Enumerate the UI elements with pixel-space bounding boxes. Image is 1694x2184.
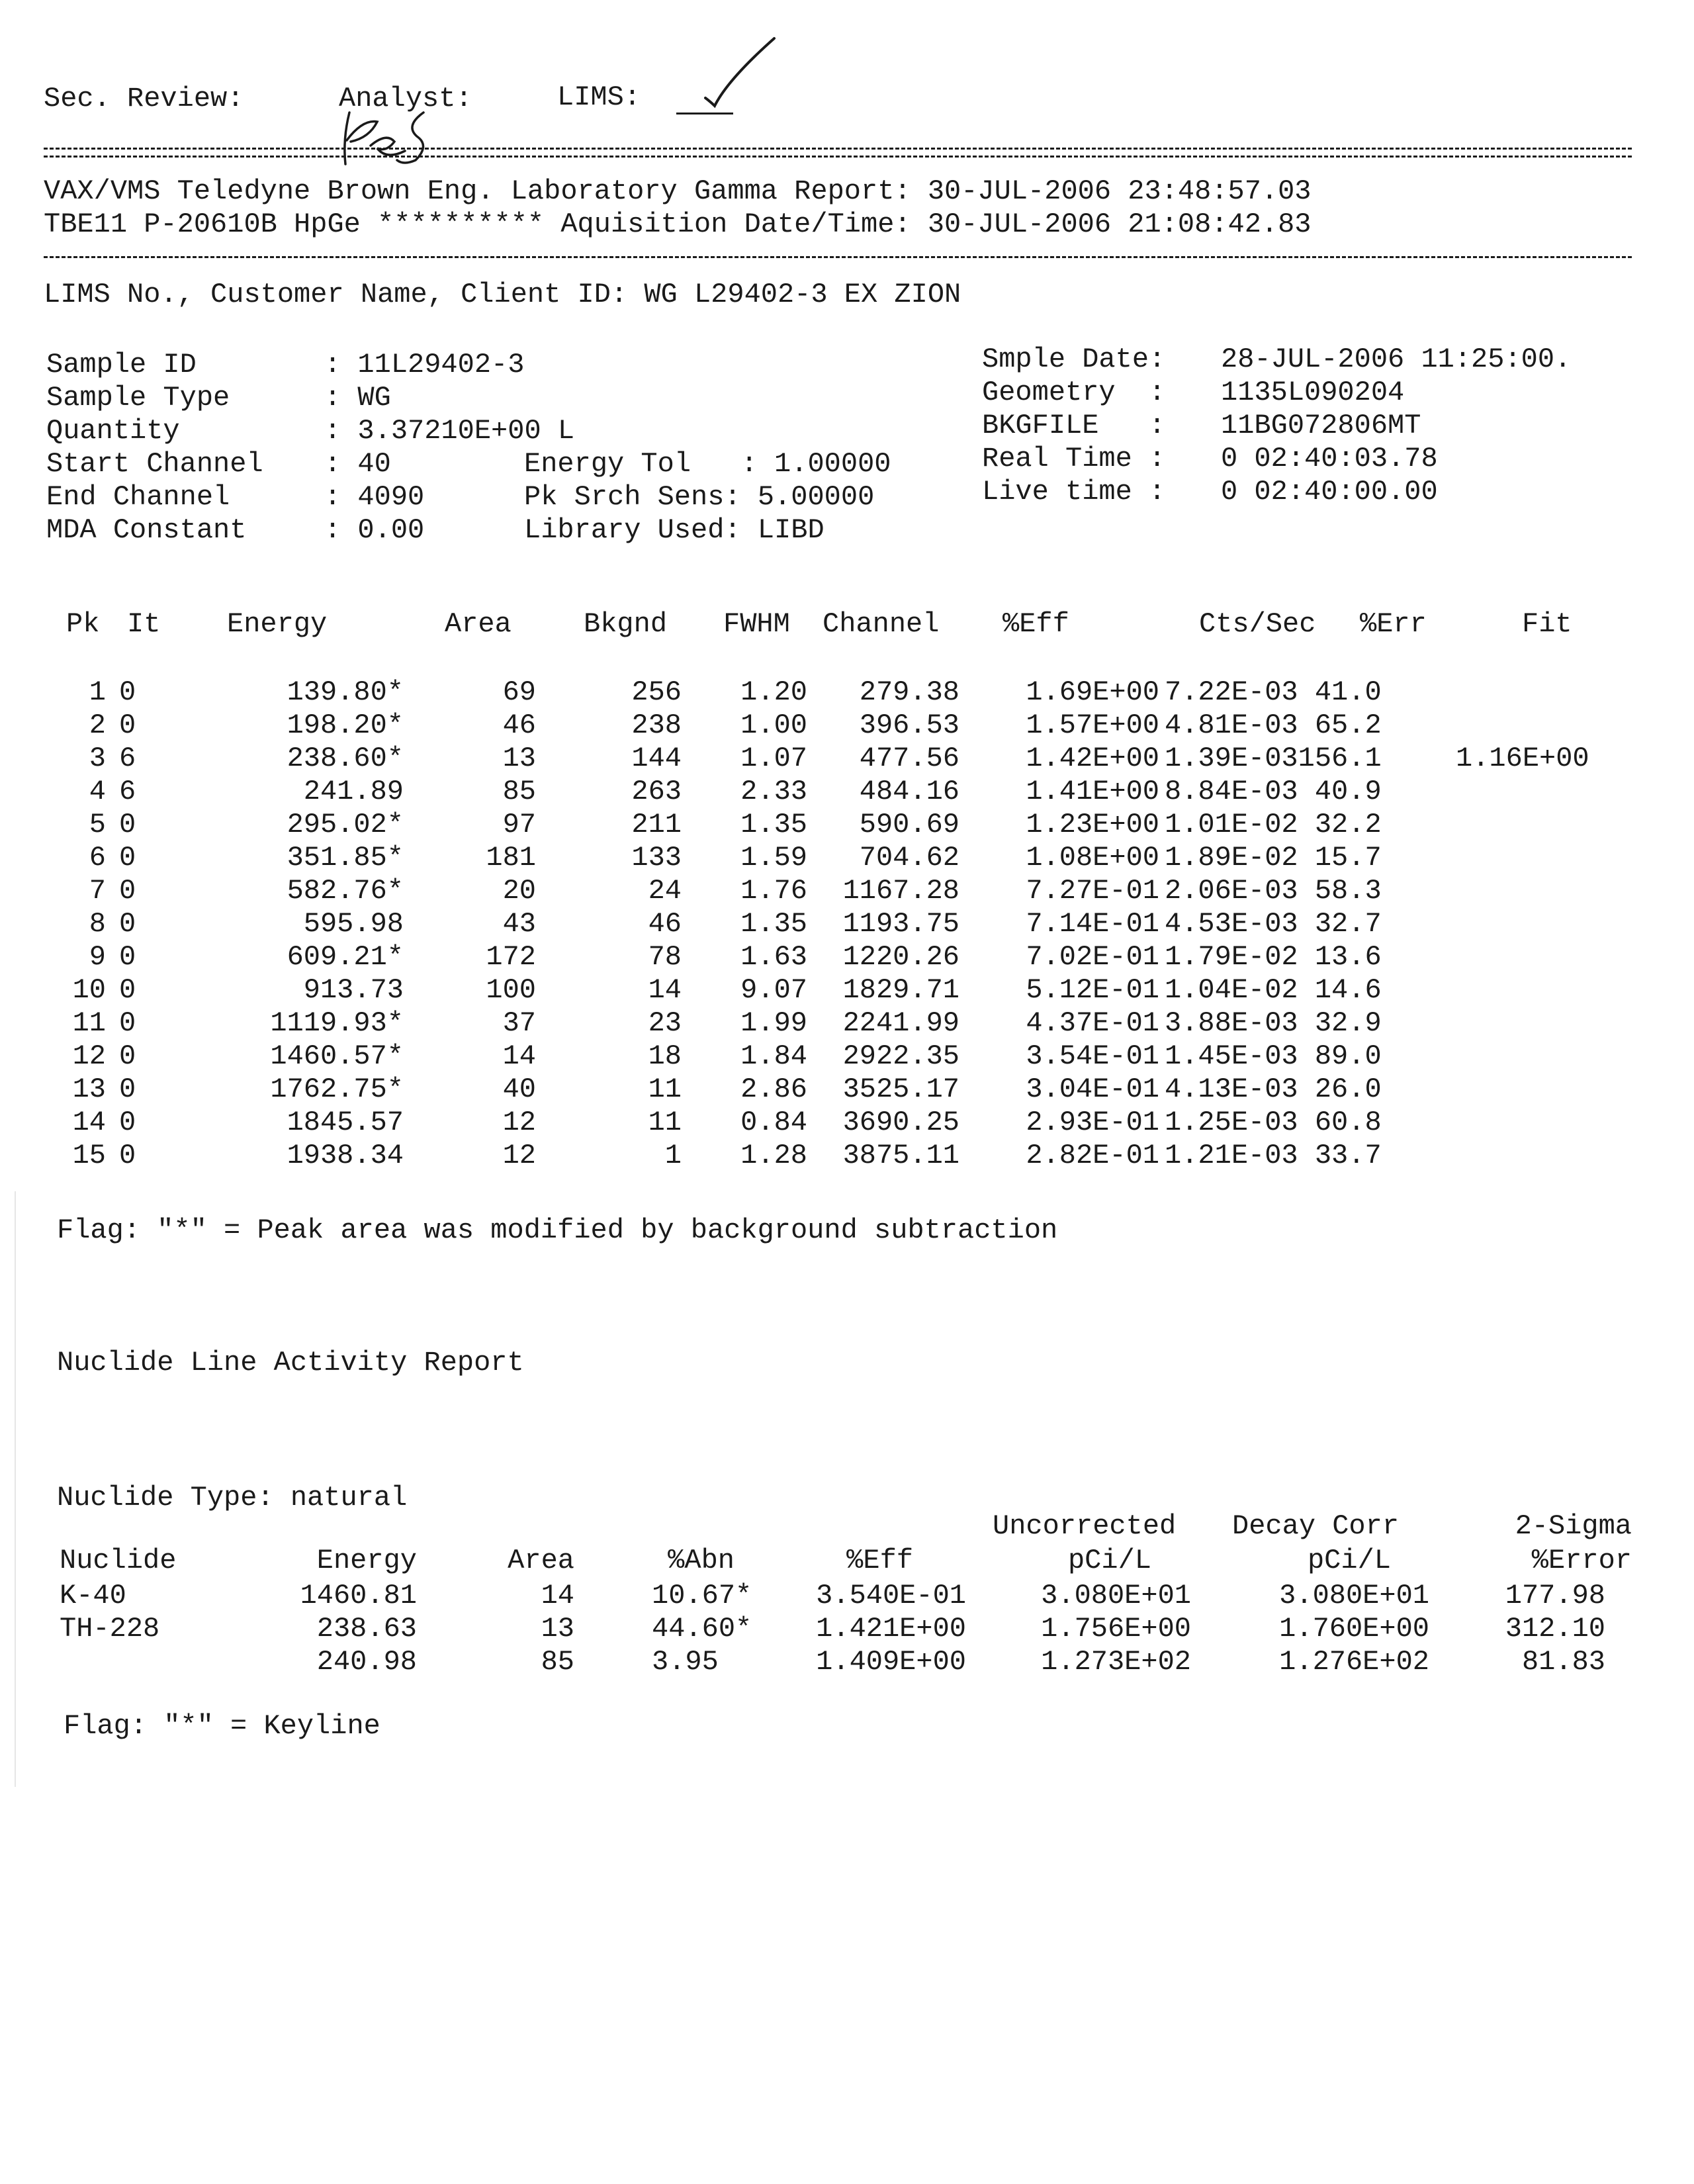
nuclide-cell-eff: 1.421E+00 [816,1613,966,1645]
live-time-value: 0 02:40:00.00 [1221,476,1438,508]
geometry-label: Geometry : [982,377,1166,408]
peak-cell-cts-err: 1.21E-03 33.7 [1165,1140,1382,1171]
nuclide-cell-energy: 238.63 [316,1613,417,1645]
peak-cell-fwhm: 1.63 [740,941,807,973]
nuclide-cell-error: 312.10 [1505,1613,1605,1645]
peak-cell-pk: 13 [72,1073,106,1105]
peak-cell-it: 0 [119,709,136,741]
nuclide-cell-uncorrected: 1.756E+00 [1041,1613,1191,1645]
peak-cell-area: 37 [502,1007,536,1039]
peak-cell-area: 12 [502,1107,536,1138]
peak-cell-eff: 1.08E+00 [1026,842,1159,874]
nuclide-cell-energy: 240.98 [316,1646,417,1678]
nuclide-area-col-header: Area [508,1545,574,1576]
peak-cell-area: 46 [502,709,536,741]
peak-cell-channel: 3875.11 [842,1140,959,1171]
peak-cell-fit: 1.16E+00 [1456,743,1589,774]
end-channel-value: : 4090 [324,481,425,513]
peak-cell-pk: 15 [72,1140,106,1171]
peak-cell-channel: 590.69 [859,809,959,841]
quantity-label: Quantity [46,415,180,447]
single-separator [44,256,1632,258]
peak-cell-fwhm: 1.00 [740,709,807,741]
peak-cell-fwhm: 1.07 [740,743,807,774]
peak-cell-fwhm: 1.76 [740,875,807,907]
peak-cell-it: 0 [119,1107,136,1138]
nuclide-cell-decay-corr: 1.760E+00 [1279,1613,1429,1645]
decay-unit-header: pCi/L [1307,1545,1391,1576]
peak-cell-fwhm: 1.59 [740,842,807,874]
peak-cell-channel: 1220.26 [842,941,959,973]
nuclide-cell-eff: 3.540E-01 [816,1580,966,1612]
nuclide-cell-energy: 1460.81 [300,1580,417,1612]
peak-cell-energy: 241.89 [303,776,404,807]
nuclide-type: Nuclide Type: natural [57,1482,408,1514]
peak-cell-eff: 5.12E-01 [1026,974,1159,1006]
peak-cell-area: 20 [502,875,536,907]
peak-cell-cts-err: 4.53E-03 32.7 [1165,908,1382,940]
peak-cell-bkgnd: 263 [631,776,682,807]
peak-cell-bkgnd: 211 [631,809,682,841]
peak-cell-energy: 238.60* [287,743,404,774]
peak-cell-area: 172 [486,941,536,973]
peak-cell-pk: 6 [89,842,106,874]
peak-cell-eff: 1.57E+00 [1026,709,1159,741]
peak-cell-energy: 1119.93* [270,1007,404,1039]
peak-cell-channel: 1193.75 [842,908,959,940]
peak-cell-cts-err: 1.01E-02 32.2 [1165,809,1382,841]
peak-cell-pk: 10 [72,974,106,1006]
peak-cell-energy: 582.76* [287,875,404,907]
peak-cell-channel: 704.62 [859,842,959,874]
peak-cell-channel: 1829.71 [842,974,959,1006]
peak-cell-it: 0 [119,1140,136,1171]
peak-cell-it: 6 [119,743,136,774]
peak-cell-it: 6 [119,776,136,807]
peak-cell-area: 12 [502,1140,536,1171]
peak-cell-channel: 2241.99 [842,1007,959,1039]
geometry-value: 1135L090204 [1221,377,1405,408]
peak-cell-eff: 7.02E-01 [1026,941,1159,973]
nuclide-energy-col-header: Energy [316,1545,417,1576]
peak-cell-bkgnd: 46 [648,908,682,940]
peak-cell-fwhm: 1.35 [740,809,807,841]
peak-cell-cts-err: 1.25E-03 60.8 [1165,1107,1382,1138]
peak-cell-energy: 198.20* [287,709,404,741]
peak-cell-bkgnd: 11 [648,1073,682,1105]
peak-cell-it: 0 [119,809,136,841]
peak-cell-area: 85 [502,776,536,807]
peak-cell-cts-err: 8.84E-03 40.9 [1165,776,1382,807]
peak-cell-bkgnd: 18 [648,1040,682,1072]
peak-cell-it: 0 [119,941,136,973]
peak-cell-pk: 5 [89,809,106,841]
nuclide-cell-uncorrected: 3.080E+01 [1041,1580,1191,1612]
peak-cell-pk: 3 [89,743,106,774]
peak-cell-cts-err: 4.81E-03 65.2 [1165,709,1382,741]
sample-type-value: : WG [324,382,391,414]
peak-cell-it: 0 [119,1040,136,1072]
nuclide-cell-area: 13 [541,1613,574,1645]
peak-cell-eff: 3.04E-01 [1026,1073,1159,1105]
lims-label: LIMS: [557,81,641,113]
nuclide-cell-nuclide: TH-228 [60,1613,160,1645]
peak-cell-eff: 1.42E+00 [1026,743,1159,774]
energy-tol: Energy Tol : 1.00000 [524,448,891,480]
peak-cell-cts-err: 1.89E-02 15.7 [1165,842,1382,874]
peak-cell-it: 0 [119,908,136,940]
peak-cell-energy: 1845.57 [287,1107,404,1138]
nuclide-report-title: Nuclide Line Activity Report [57,1347,524,1379]
peak-cell-bkgnd: 23 [648,1007,682,1039]
peak-cell-pk: 11 [72,1007,106,1039]
peak-cell-cts-err: 1.45E-03 89.0 [1165,1040,1382,1072]
nuclide-flag-note: Flag: "*" = Keyline [64,1710,380,1742]
peak-cell-bkgnd: 1 [664,1140,682,1171]
peak-cell-bkgnd: 14 [648,974,682,1006]
peak-cell-area: 13 [502,743,536,774]
nuclide-cell-decay-corr: 3.080E+01 [1279,1580,1429,1612]
peak-cell-bkgnd: 144 [631,743,682,774]
peak-cell-energy: 1938.34 [287,1140,404,1171]
peak-cell-energy: 609.21* [287,941,404,973]
peak-cell-fwhm: 9.07 [740,974,807,1006]
peak-cell-energy: 295.02* [287,809,404,841]
nuclide-cell-nuclide: K-40 [60,1580,126,1612]
nuclide-cell-uncorrected: 1.273E+02 [1041,1646,1191,1678]
peak-cell-fwhm: 2.86 [740,1073,807,1105]
sample-id-value: : 11L29402-3 [324,349,525,381]
pk-srch-sens: Pk Srch Sens: 5.00000 [524,481,875,513]
peak-cell-pk: 1 [89,676,106,708]
peak-cell-fwhm: 1.28 [740,1140,807,1171]
peak-cell-eff: 4.37E-01 [1026,1007,1159,1039]
peak-cell-fwhm: 1.99 [740,1007,807,1039]
peak-cell-area: 43 [502,908,536,940]
decay-corr-header: Decay Corr [1232,1510,1400,1542]
peak-cell-area: 97 [502,809,536,841]
peak-cell-it: 0 [119,875,136,907]
nuclide-cell-decay-corr: 1.276E+02 [1279,1646,1429,1678]
nuclide-eff-col-header: %Eff [846,1545,913,1576]
peak-cell-it: 0 [119,974,136,1006]
peak-cell-fwhm: 1.35 [740,908,807,940]
bkgfile-value: 11BG072806MT [1221,410,1421,441]
peak-header-eff: %Eff [1003,608,1069,640]
peak-cell-eff: 2.82E-01 [1026,1140,1159,1171]
peak-cell-energy: 139.80* [287,676,404,708]
peak-cell-cts-err: 4.13E-03 26.0 [1165,1073,1382,1105]
peak-cell-cts-err: 1.79E-02 13.6 [1165,941,1382,973]
sample-id-label: Sample ID [46,349,197,381]
nuclide-cell-abn: 3.95 [652,1646,719,1678]
nuclide-cell-error: 177.98 [1505,1580,1605,1612]
nuclide-cell-error: 81.83 [1521,1646,1605,1678]
peak-cell-pk: 2 [89,709,106,741]
double-separator-lower [44,156,1632,159]
peak-header-energy: Energy [227,608,328,640]
peak-cell-energy: 595.98 [303,908,404,940]
peak-cell-bkgnd: 78 [648,941,682,973]
end-channel-label: End Channel [46,481,230,513]
nuclide-cell-eff: 1.409E+00 [816,1646,966,1678]
peak-cell-bkgnd: 11 [648,1107,682,1138]
peak-cell-channel: 484.16 [859,776,959,807]
peak-header-ctssec: Cts/Sec [1199,608,1316,640]
quantity-value: : 3.37210E+00 L [324,415,575,447]
peak-cell-it: 0 [119,1073,136,1105]
peak-cell-fwhm: 0.84 [740,1107,807,1138]
peak-cell-channel: 2922.35 [842,1040,959,1072]
peak-cell-cts-err: 1.04E-02 14.6 [1165,974,1382,1006]
peak-cell-it: 0 [119,1007,136,1039]
peak-cell-eff: 1.69E+00 [1026,676,1159,708]
peak-cell-channel: 3690.25 [842,1107,959,1138]
nuclide-cell-area: 85 [541,1646,574,1678]
nuclide-col-header: Nuclide [60,1545,177,1576]
peak-header-fit: Fit [1522,608,1572,640]
peak-cell-eff: 7.27E-01 [1026,875,1159,907]
peak-cell-bkgnd: 256 [631,676,682,708]
peak-cell-bkgnd: 24 [648,875,682,907]
client-line: LIMS No., Customer Name, Client ID: WG L29402-3 EX ZION [44,279,961,310]
peak-cell-cts-err: 2.06E-03 58.3 [1165,875,1382,907]
peak-header-fwhm: FWHM [723,608,790,640]
peak-cell-pk: 8 [89,908,106,940]
peak-cell-it: 0 [119,676,136,708]
sample-type-label: Sample Type [46,382,230,414]
peak-cell-eff: 1.23E+00 [1026,809,1159,841]
real-time-value: 0 02:40:03.78 [1221,443,1438,475]
peak-header-it: It [127,608,161,640]
peak-cell-channel: 3525.17 [842,1073,959,1105]
nuclide-cell-abn: 44.60* [652,1613,752,1645]
peak-flag-note: Flag: "*" = Peak area was modified by background subtraction [57,1214,1058,1246]
peak-cell-area: 69 [502,676,536,708]
peak-cell-area: 100 [486,974,536,1006]
peak-cell-it: 0 [119,842,136,874]
peak-cell-eff: 3.54E-01 [1026,1040,1159,1072]
analyst-initials-signature [331,99,457,172]
peak-cell-eff: 2.93E-01 [1026,1107,1159,1138]
peak-cell-cts-err: 7.22E-03 41.0 [1165,676,1382,708]
library-used: Library Used: LIBD [524,514,825,546]
peak-header-channel: Channel [823,608,940,640]
scan-artifact [15,1191,16,1787]
peak-cell-cts-err: 1.39E-03156.1 [1165,743,1382,774]
two-sigma-header: 2-Sigma [1515,1510,1632,1542]
double-separator [44,148,1632,152]
mda-constant-label: MDA Constant [46,514,247,546]
uncorrected-unit-header: pCi/L [1067,1545,1151,1576]
analyst-label: Analyst: [339,83,472,114]
peak-cell-energy: 1762.75* [270,1073,404,1105]
peak-header-err: %Err [1360,608,1427,640]
peak-header-area: Area [445,608,512,640]
peak-cell-bkgnd: 133 [631,842,682,874]
peak-cell-pk: 14 [72,1107,106,1138]
peak-cell-eff: 7.14E-01 [1026,908,1159,940]
peak-cell-energy: 913.73 [303,974,404,1006]
peak-cell-pk: 7 [89,875,106,907]
mda-constant-value: : 0.00 [324,514,425,546]
peak-cell-fwhm: 2.33 [740,776,807,807]
real-time-label: Real Time : [982,443,1166,475]
bkgfile-label: BKGFILE : [982,410,1166,441]
live-time-label: Live time : [982,476,1166,508]
peak-cell-energy: 351.85* [287,842,404,874]
peak-cell-fwhm: 1.84 [740,1040,807,1072]
nuclide-cell-abn: 10.67* [652,1580,752,1612]
peak-cell-energy: 1460.57* [270,1040,404,1072]
peak-cell-pk: 12 [72,1040,106,1072]
nuclide-cell-area: 14 [541,1580,574,1612]
peak-header-bkgnd: Bkgnd [584,608,668,640]
lims-underline [676,113,733,114]
peak-cell-channel: 279.38 [859,676,959,708]
peak-cell-pk: 4 [89,776,106,807]
checkmark-icon [701,33,781,113]
peak-cell-area: 181 [486,842,536,874]
report-header-line-2: TBE11 P-20610B HpGe ********** Aquisition Date/Time: 30-JUL-2006 21:08:42.83 [44,208,1312,240]
peak-cell-area: 14 [502,1040,536,1072]
peak-header-pk: Pk [66,608,100,640]
peak-cell-area: 40 [502,1073,536,1105]
peak-cell-channel: 396.53 [859,709,959,741]
sec-review-label: Sec. Review: [44,83,244,114]
peak-cell-eff: 1.41E+00 [1026,776,1159,807]
peak-cell-fwhm: 1.20 [740,676,807,708]
peak-cell-pk: 9 [89,941,106,973]
peak-cell-channel: 1167.28 [842,875,959,907]
uncorrected-header: Uncorrected [993,1510,1177,1542]
start-channel-label: Start Channel [46,448,263,480]
peak-cell-bkgnd: 238 [631,709,682,741]
peak-cell-channel: 477.56 [859,743,959,774]
report-header-line-1: VAX/VMS Teledyne Brown Eng. Laboratory Gamma Report: 30-JUL-2006 23:48:57.03 [44,175,1312,207]
peak-cell-cts-err: 3.88E-03 32.9 [1165,1007,1382,1039]
start-channel-value: : 40 [324,448,391,480]
sample-date-label: Smple Date: [982,343,1166,375]
nuclide-abn-col-header: %Abn [668,1545,735,1576]
error-col-header: %Error [1531,1545,1632,1576]
sample-date-value: 28-JUL-2006 11:25:00. [1221,343,1572,375]
